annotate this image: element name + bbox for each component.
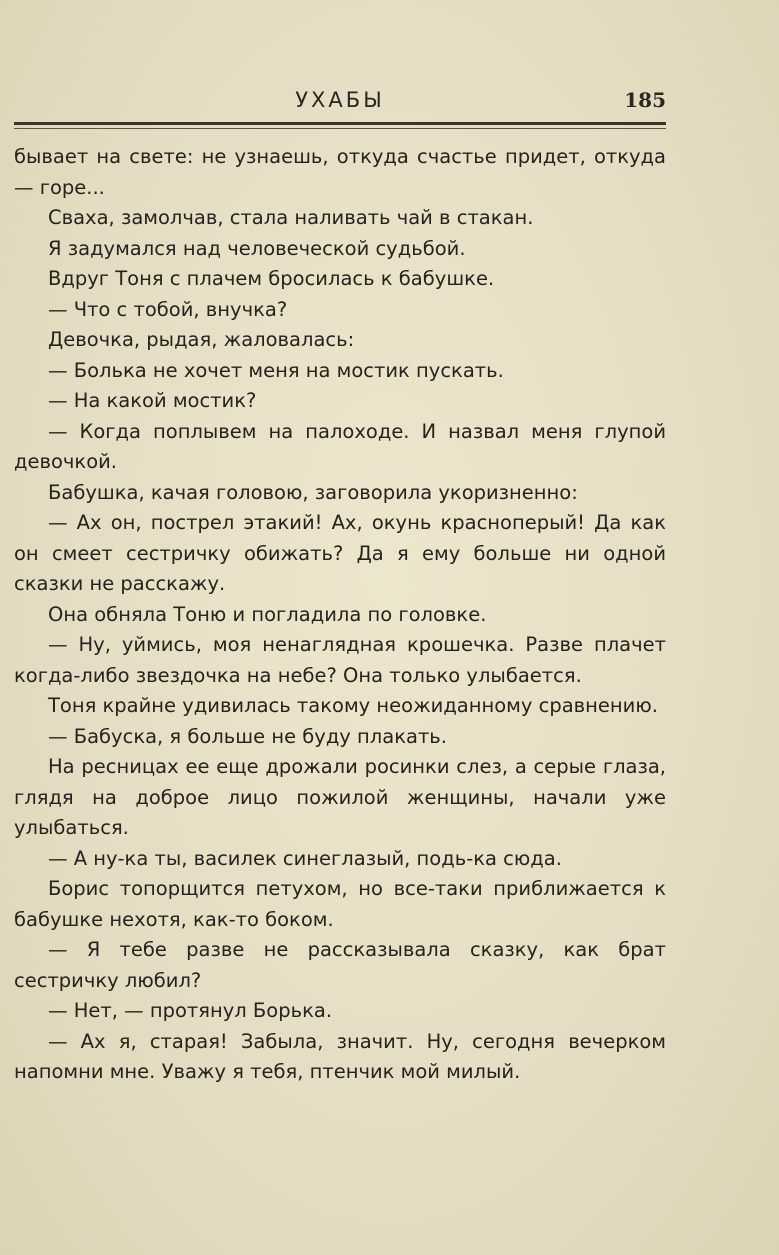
body-text bbox=[14, 142, 666, 1088]
paragraph: — Ах он, пострел этакий! Ах, окунь краснoперый! Да как он смеет сестричку обижать? Да я ему больше ни одной сказки не расскажу. bbox=[14, 511, 666, 595]
paragraph: На ресницах ее еще дрожали росинки слез, а серые глаза, глядя на доброе лицо пожилой женщины, начали уже улыбаться. bbox=[14, 755, 666, 839]
paragraph: — Ну, уймись, моя ненаглядная крошечка. Разве плачет когда-либо звездочка на небе? Она только улыбается. bbox=[14, 633, 666, 687]
paragraph: — Бабуска, я больше не буду плакать. bbox=[48, 724, 447, 748]
paragraph: Девочка, рыдая, жаловалась: bbox=[48, 328, 355, 351]
paragraph: Борис топорщится петухом, но все-таки приближается к бабушке нехотя, как-то боком. bbox=[14, 877, 666, 931]
paragraph: Я задумался над человеческой судьбой. bbox=[48, 236, 466, 260]
running-title: УХАБЫ bbox=[295, 88, 385, 112]
paragraph: — Что с тобой, внучка? bbox=[48, 297, 288, 321]
page-number: 185 bbox=[624, 88, 666, 112]
paragraph: — Нет, — протянул Борька. bbox=[48, 999, 333, 1022]
paragraph: — Болька не хочет меня на мостик пускать. bbox=[48, 358, 504, 382]
paragraph: Вдруг Тоня с плачем бросилась к бабушке. bbox=[48, 267, 495, 290]
paragraph: бывает на свете: не узнаешь, откуда счастье придет, откуда — горе... bbox=[14, 145, 666, 199]
page-header bbox=[14, 88, 666, 120]
paragraph: — Я тебе разве не рассказывала сказку, как брат сестричку любил? bbox=[14, 938, 666, 992]
header-rule-thin bbox=[14, 128, 666, 129]
paragraph: — А ну-ка ты, василек синеглазый, подь-ка сюда. bbox=[48, 846, 562, 870]
paragraph: — Когда поплывем на палоходе. И назвал меня глупой девочкой. bbox=[14, 419, 666, 473]
paragraph: — Ах я, старая! Забыла, значит. Ну, сегодня вечерком напомни мне. Уважу я тебя, птенчик мой милый. bbox=[14, 1029, 666, 1083]
header-rule bbox=[14, 122, 666, 125]
paragraph: — На какой мостик? bbox=[48, 389, 257, 412]
paragraph: Сваха, замолчав, стала наливать чай в стакан. bbox=[48, 206, 534, 229]
paragraph: Тоня крайне удивилась такому неожиданному сравнению. bbox=[48, 694, 658, 717]
paragraph: Бабушка, качая головою, заговорила укоризненно: bbox=[48, 480, 578, 504]
paragraph: Она обняла Тоню и погладила по головке. bbox=[48, 602, 487, 626]
